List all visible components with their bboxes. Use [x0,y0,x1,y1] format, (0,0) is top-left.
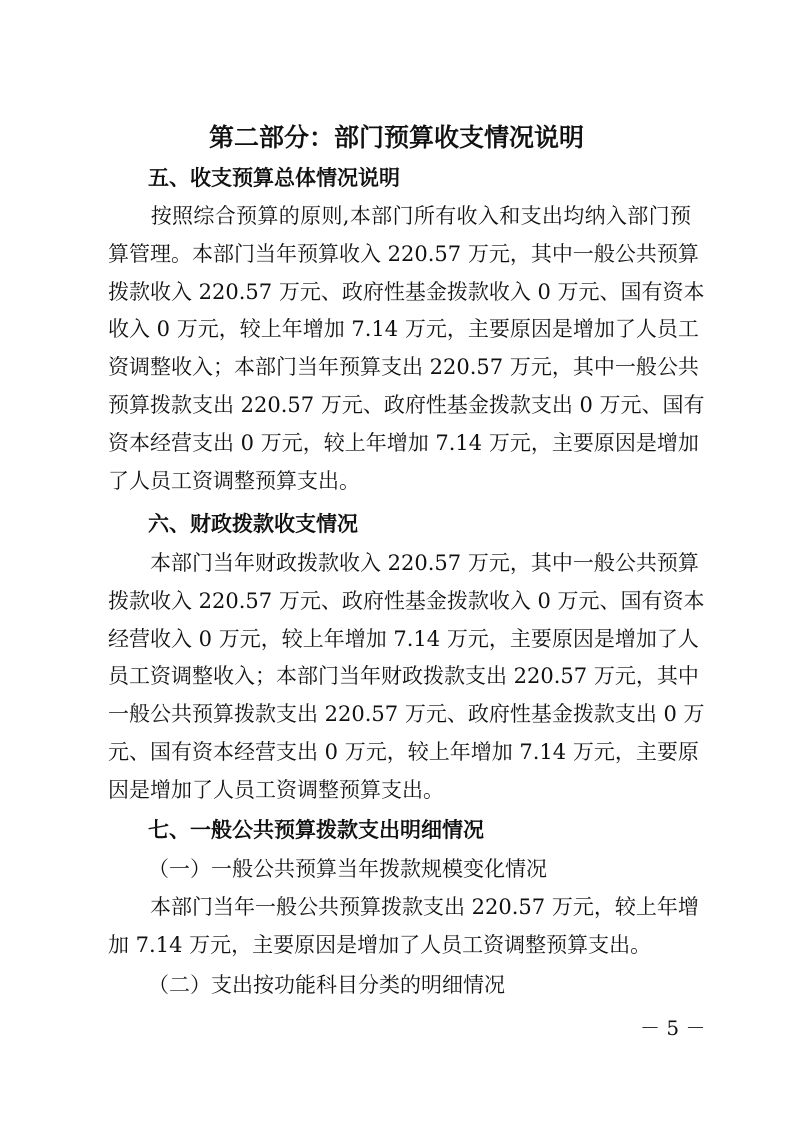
paragraph-line: 加 7.14 万元，主要原因是增加了人员工资调整预算支出。 [108,932,652,957]
paragraph-line: 了人员工资调整预算支出。 [108,468,360,493]
paragraph-line: 按照综合预算的原则,本部门所有收入和支出均纳入部门预 [108,204,691,228]
paragraph-line: 元、国有资本经营支出 0 万元，较上年增加 7.14 万元，主要原 [108,740,699,764]
paragraph-line: 拨款收入 220.57 万元、政府性基金拨款收入 0 万元、国有资本 [108,588,705,613]
paragraph-line: 员工资调整收入；本部门当年财政拨款支出 220.57 万元，其中 [108,664,699,689]
paragraph-line: 资调整收入；本部门当年预算支出 220.57 万元，其中一般公共 [108,355,699,380]
section-heading: 五、收支预算总体情况说明 [148,166,400,190]
section-heading: 六、财政拨款收支情况 [148,512,358,536]
paragraph-line: 因是增加了人员工资调整预算支出。 [108,777,444,802]
paragraph-line: 拨款收入 220.57 万元、政府性基金拨款收入 0 万元、国有资本 [108,279,705,304]
subsection-heading: （一）一般公共预算当年拨款规模变化情况 [148,857,547,881]
paragraph-line: 经营收入 0 万元，较上年增加 7.14 万元，主要原因是增加了人 [108,626,699,651]
paragraph-line: 本部门当年财政拨款收入 220.57 万元，其中一般公共预算 [108,551,699,575]
section-heading: 七、一般公共预算拨款支出明细情况 [148,818,484,842]
paragraph-line: 本部门当年一般公共预算拨款支出 220.57 万元，较上年增 [108,895,699,919]
paragraph-line: 收入 0 万元，较上年增加 7.14 万元，主要原因是增加了人员工 [108,317,699,342]
page-title: 第二部分：部门预算收支情况说明 [208,123,584,152]
subsection-heading: （二）支出按功能科目分类的明细情况 [148,973,505,997]
paragraph-line: 资本经营支出 0 万元，较上年增加 7.14 万元，主要原因是增加 [108,430,699,455]
paragraph-line: 算管理。本部门当年预算收入 220.57 万元，其中一般公共预算 [108,241,699,266]
paragraph-line: 预算拨款支出 220.57 万元、政府性基金拨款支出 0 万元、国有 [108,393,705,417]
page-number: － 5 － [640,1016,706,1040]
paragraph-line: 一般公共预算拨款支出 220.57 万元、政府性基金拨款支出 0 万 [108,702,705,727]
